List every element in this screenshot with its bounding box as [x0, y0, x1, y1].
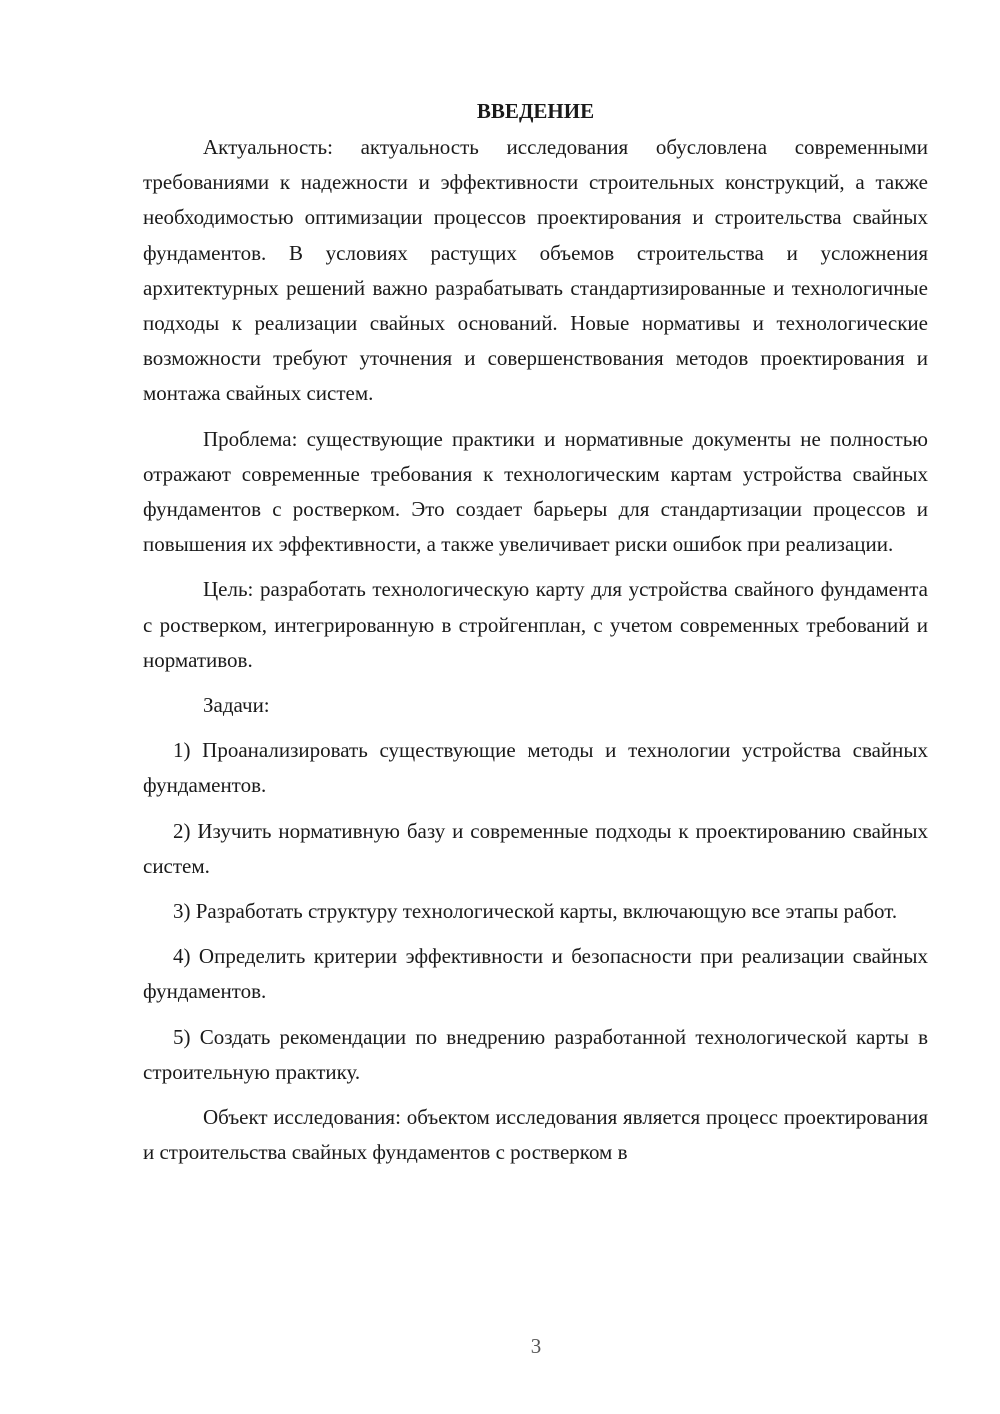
paragraph-goal: Цель: разработать технологическую карту для устройства свайного фундамента с ростверком, интегрированную в стройгенплан, с учетом современных требований и нормативов. — [143, 577, 928, 672]
page-number: 3 — [530, 1334, 542, 1358]
task-item-2: 2) Изучить нормативную базу и современные подходы к проектированию свайных систем. — [143, 818, 928, 878]
task-item-1: 1) Проанализировать существующие методы и технологии устройства свайных фундаментов. — [143, 738, 928, 798]
tasks-title: Задачи: — [203, 693, 270, 718]
paragraph-relevance: Актуальность: актуальность исследования обусловлена современными требованиями к надежности и эффективности строительных конструкций, а также необходимостью оптимизации процессов проектирования и строительства свайных фундаментов. В условиях растущих объемов строительства и усложнения архитектурных решений важно разрабатывать стандартизированные и технологичные подходы к реализации свайных оснований. Новые нормативы и технологические возможности требуют уточнения и совершенствования методов проектирования и монтажа свайных систем. — [143, 135, 928, 406]
document-page — [143, 96, 928, 1170]
task-item-3: 3) Разработать структуру технологической карты, включающую все этапы работ. — [173, 899, 898, 924]
section-heading: ВВЕДЕНИЕ — [476, 99, 595, 123]
task-item-5: 5) Создать рекомендации по внедрению разработанной технологической карты в строительную практику. — [143, 1024, 928, 1084]
paragraph-problem: Проблема: существующие практики и нормативные документы не полностью отражают современные требования к технологическим картам устройства свайных фундаментов с ростверком. Это создает барьеры для стандартизации процессов и повышения их эффективности, а также увеличивает риски ошибок при реализации. — [143, 426, 928, 557]
paragraph-object: Объект исследования: объектом исследования является процесс проектирования и строительства свайных фундаментов с ростверком в — [143, 1105, 928, 1165]
task-item-4: 4) Определить критерии эффективности и безопасности при реализации свайных фундаментов. — [143, 944, 928, 1004]
